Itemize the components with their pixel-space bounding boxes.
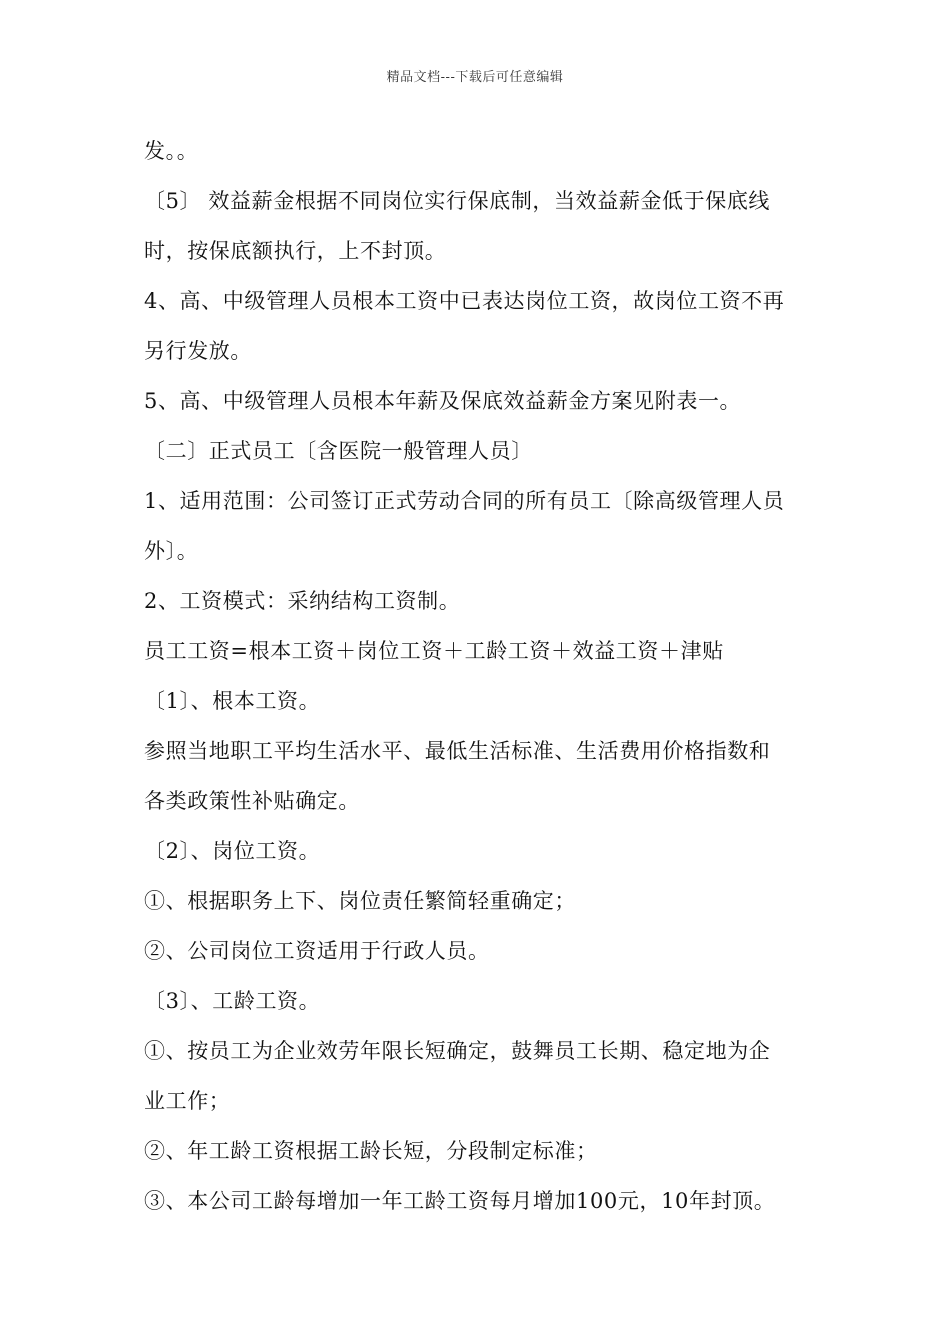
text-line: 各类政策性补贴确定。 [144, 789, 360, 813]
text-line: 时，按保底额执行，上不封顶。 [144, 239, 447, 263]
list-item: ③、本公司工龄每增加一年工龄工资每月增加100元，10年封顶。 [144, 1189, 776, 1213]
page-header: 精品文档---下载后可任意编辑 [386, 70, 564, 85]
document-body [144, 133, 814, 1233]
list-item: ②、公司岗位工资适用于行政人员。 [144, 939, 490, 963]
text-line: 另行发放。 [144, 339, 252, 363]
list-item: ②、年工龄工资根据工龄长短，分段制定标准； [144, 1139, 598, 1163]
text-line: 4、高、中级管理人员根本工资中已表达岗位工资，故岗位工资不再 [144, 289, 785, 313]
formula-line: 员工工资=根本工资＋岗位工资＋工龄工资＋效益工资＋津贴 [144, 639, 724, 663]
subsection-heading: 〔1〕、根本工资。 [144, 689, 321, 713]
text-line: 2、工资模式：采纳结构工资制。 [144, 589, 461, 613]
list-item: ①、按员工为企业效劳年限长短确定，鼓舞员工长期、稳定地为企 [144, 1039, 771, 1063]
subsection-heading: 〔2〕、岗位工资。 [144, 839, 321, 863]
text-line: 1、适用范围：公司签订正式劳动合同的所有员工〔除高级管理人员 [144, 489, 785, 513]
text-line: 5、高、中级管理人员根本年薪及保底效益薪金方案见附表一。 [144, 389, 742, 413]
text-line: 发。。 [144, 139, 199, 163]
text-line: 参照当地职工平均生活水平、最低生活标准、生活费用价格指数和 [144, 739, 771, 763]
text-line: 〔5〕 效益薪金根据不同岗位实行保底制，当效益薪金低于保底线 [144, 189, 771, 213]
subsection-heading: 〔3〕、工龄工资。 [144, 989, 321, 1013]
list-item: ①、根据职务上下、岗位责任繁简轻重确定； [144, 889, 576, 913]
section-heading: 〔二〕正式员工〔含医院一般管理人员〕 [144, 439, 533, 463]
text-line: 业工作； [144, 1089, 231, 1113]
text-line: 外〕。 [144, 539, 199, 563]
